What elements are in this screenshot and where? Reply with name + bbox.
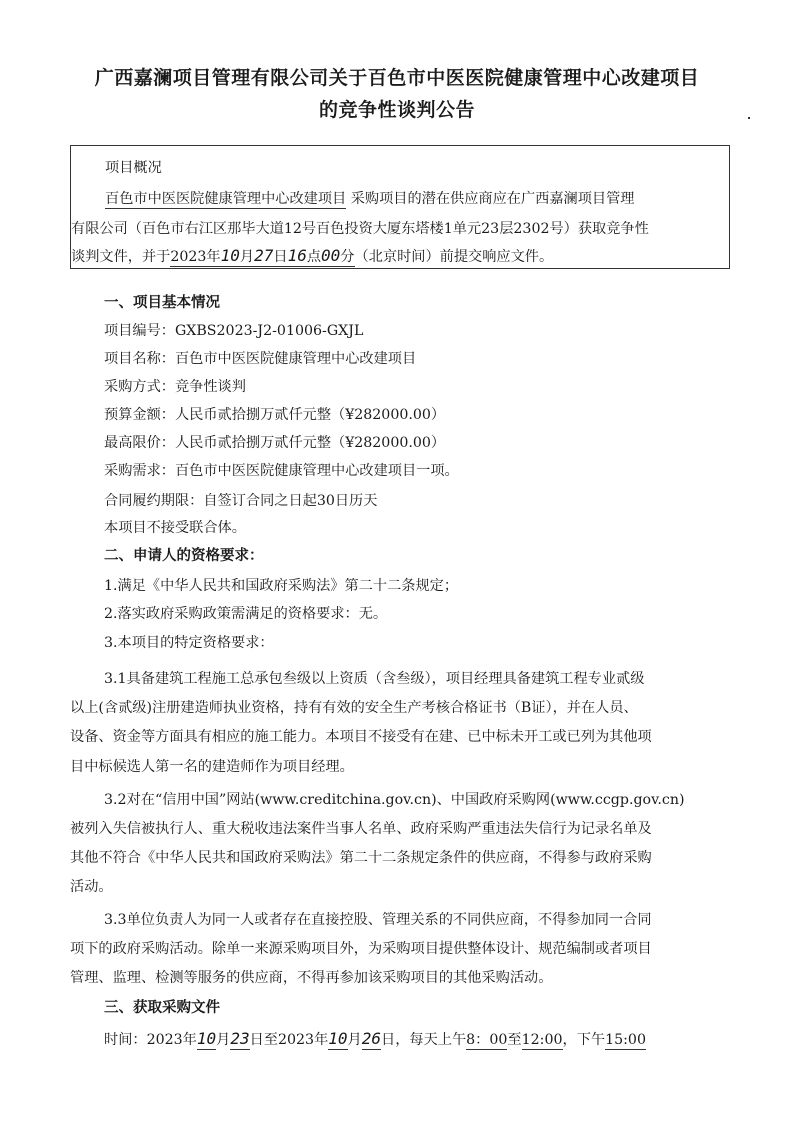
overview-line-3: 谈判文件，并于2023年10月27日16点00分（北京时间）前提交响应文件。 bbox=[71, 246, 554, 265]
max-price: 最高限价：人民币贰拾捌万贰仟元整（¥282000.00） bbox=[104, 435, 446, 451]
req-3-1-line-2: 以上(含贰级)注册建造师执业资格，持有有效的安全生产考核合格证书（B证），并在人员、 bbox=[70, 700, 638, 716]
scan-speck bbox=[748, 117, 750, 119]
no-consortium: 本项目不接受联合体。 bbox=[104, 520, 246, 536]
req-3-2-line-4: 活动。 bbox=[70, 879, 113, 895]
project-number: 项目编号：GXBS2023-J2-01006-GXJL bbox=[104, 323, 364, 339]
overview-project-name: 百色市中医医院健康管理中心改建项目 bbox=[105, 191, 347, 207]
req-3-3-line-1: 3.3单位负责人为同一人或者存在直接控股、管理关系的不同供应商，不得参加同一合同 bbox=[104, 912, 652, 928]
req-3-2-line-3: 其他不符合《中华人民共和国政府采购法》第二十二条规定条件的供应商，不得参与政府采购 bbox=[70, 850, 652, 866]
req-3-1-line-3: 设备、资金等方面具有相应的施工能力。本项目不接受有在建、已中标未开工或已列为其他项 bbox=[70, 729, 652, 745]
req-3-3-line-3: 管理、监理、检测等服务的供应商，不得再参加该采购项目的其他采购活动。 bbox=[70, 970, 553, 986]
project-overview-box bbox=[70, 145, 730, 269]
requirement-3: 3.本项目的特定资格要求： bbox=[104, 635, 274, 651]
req-3-2-line-2: 被列入失信被执行人、重大税收违法案件当事人名单、政府采购严重违法失信行为记录名单及 bbox=[70, 821, 652, 837]
overview-label: 项目概况 bbox=[105, 160, 162, 176]
req-3-1-line-4: 目中标候选人第一名的建造师作为项目经理。 bbox=[70, 759, 354, 775]
contract-period: 合同履约期限：自签订合同之日起30日历天 bbox=[104, 493, 378, 509]
page-title bbox=[0, 62, 794, 126]
requirement-1: 1.满足《中华人民共和国政府采购法》第二十二条规定； bbox=[104, 578, 459, 594]
requirement-2: 2.落实政府采购政策需满足的资格要求：无。 bbox=[104, 606, 388, 622]
req-3-3-line-2: 项下的政府采购活动。除单一来源采购项目外，为采购项目提供整体设计、规范编制或者项目 bbox=[70, 941, 652, 957]
budget-amount: 预算金额：人民币贰拾捌万贰仟元整（¥282000.00） bbox=[104, 407, 446, 423]
section2-heading: 二、申请人的资格要求： bbox=[104, 548, 264, 564]
section3-heading: 三、获取采购文件 bbox=[104, 1000, 220, 1016]
overview-deadline: 2023年10月27日16点00分 bbox=[170, 246, 355, 265]
overview-line-2: 有限公司（百色市右江区那毕大道12号百色投资大厦东塔楼1单元23层2302号）获取竞争性 bbox=[71, 221, 649, 237]
req-3-1-line-1: 3.1具备建筑工程施工总承包叁级以上资质（含叁级），项目经理具备建筑工程专业贰级 bbox=[104, 671, 645, 687]
procurement-method: 采购方式：竞争性谈判 bbox=[104, 379, 246, 395]
project-name: 项目名称：百色市中医医院健康管理中心改建项目 bbox=[104, 351, 417, 367]
procurement-demand: 采购需求：百色市中医医院健康管理中心改建项目一项。 bbox=[104, 463, 459, 479]
title-line-1: 广西嘉澜项目管理有限公司关于百色市中医医院健康管理中心改建项目 bbox=[94, 67, 700, 89]
document-time: 时间：2023年10月23日至2023年10月26日，每天上午8：00至12:00，下午15:00 bbox=[104, 1029, 646, 1048]
title-line-2: 的竞争性谈判公告 bbox=[318, 99, 475, 121]
overview-line-1: 百色市中医医院健康管理中心改建项目 采购项目的潜在供应商应在广西嘉澜项目管理 bbox=[105, 191, 635, 207]
req-3-2-line-1: 3.2对在“信用中国”网站(www.creditchina.gov.cn)、中国政府采购网(www.ccgp.gov.cn) bbox=[104, 792, 685, 808]
section1-heading: 一、项目基本情况 bbox=[104, 295, 220, 311]
